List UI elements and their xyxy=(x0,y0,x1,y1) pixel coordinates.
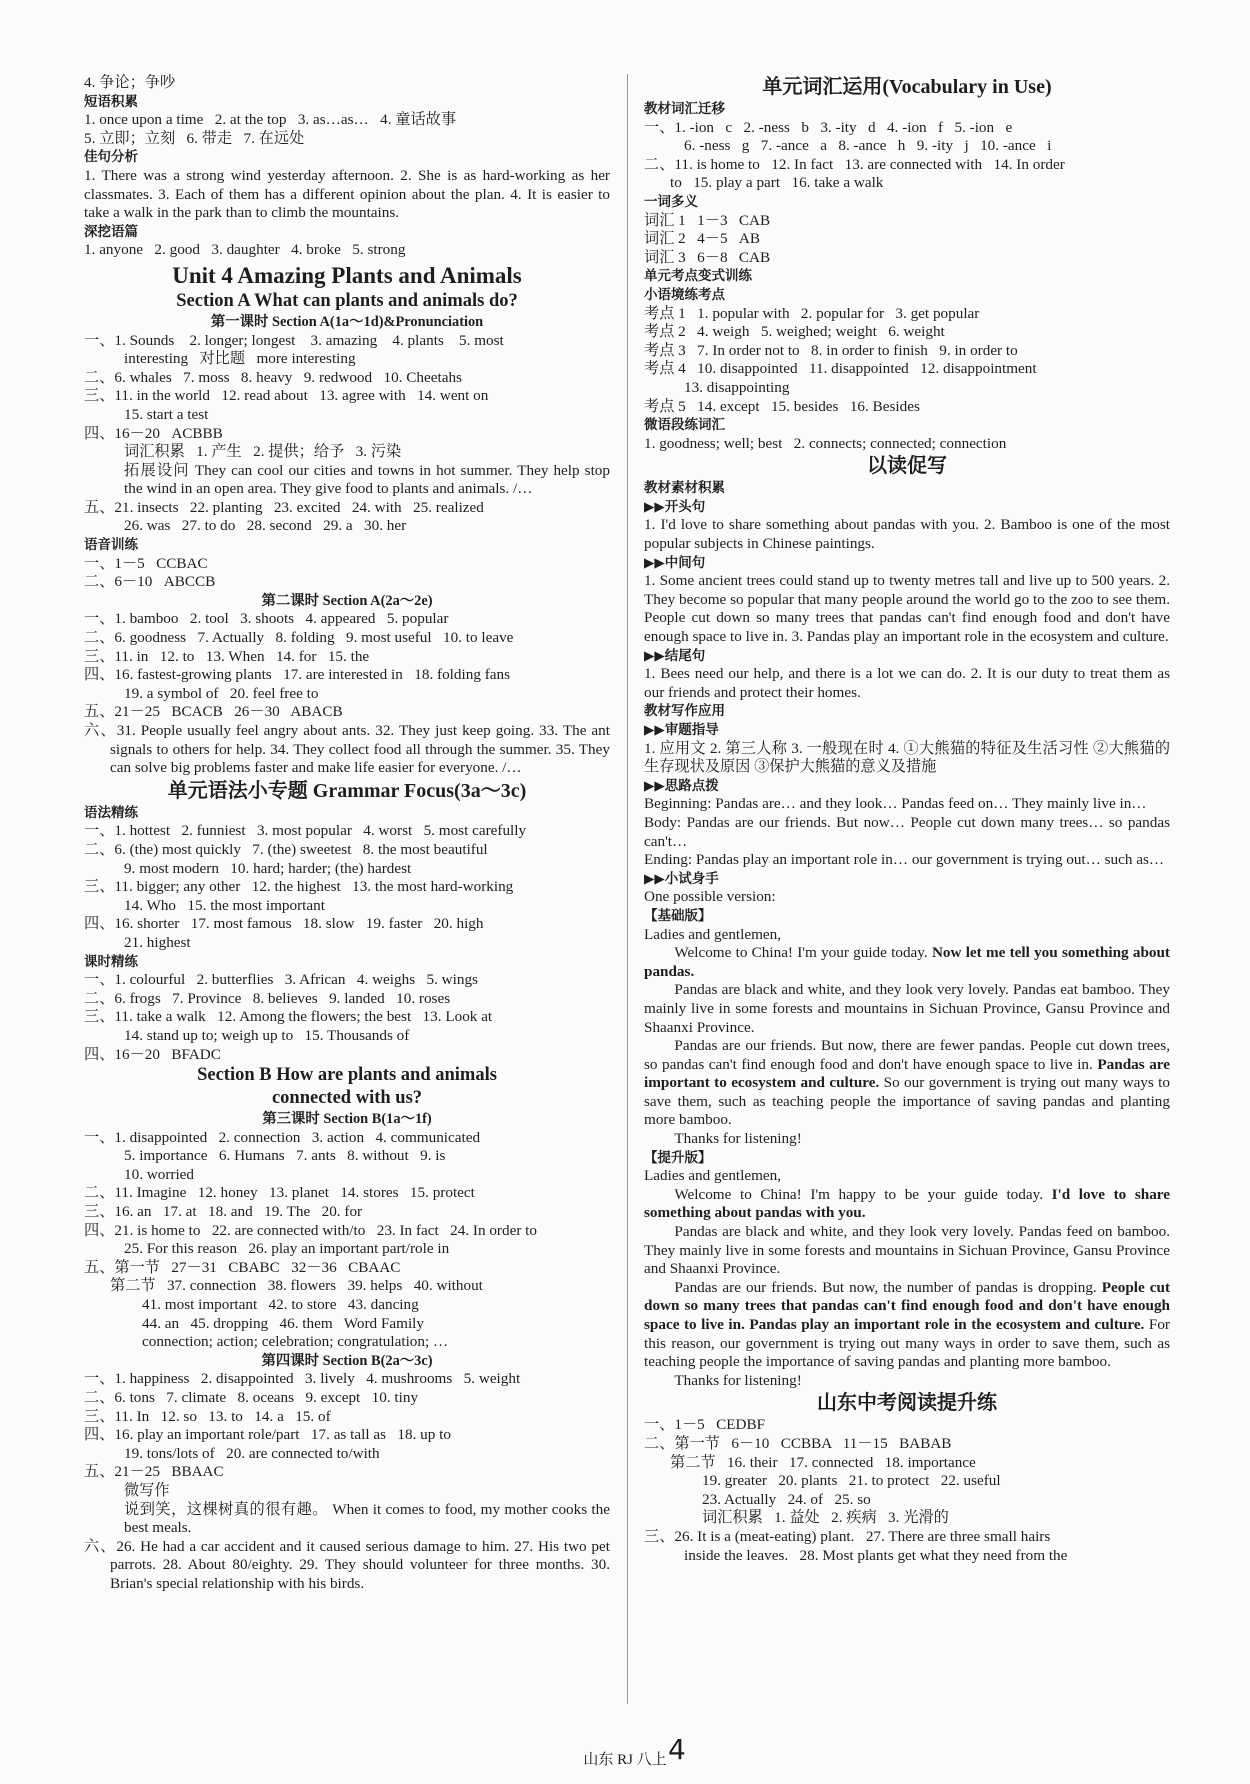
section-label: 【基础版】 xyxy=(644,907,712,924)
answer-line: 四、16. fastest-growing plants 17. are interested in 18. folding fans xyxy=(84,666,511,684)
answer-line: 三、11. bigger; any other 12. the highest 13. the most hard-working xyxy=(84,878,514,896)
answer-line: Ladies and gentlemen, xyxy=(644,1167,782,1185)
section-label: ▶▶思路点拨 xyxy=(644,777,719,794)
answer-line: 三、16. an 17. at 18. and 19. The 20. for xyxy=(84,1203,363,1221)
lesson-title: 第三课时 Section B(1a～1f) xyxy=(262,1111,432,1128)
column-divider xyxy=(627,74,628,1704)
answer-line: 13. disappointing xyxy=(684,378,790,396)
answer-line: 考点 4 10. disappointed 11. disappointed 12. disappointment xyxy=(644,360,1037,378)
section-label: 语音训练 xyxy=(84,537,138,554)
text-block: 拓展设问 They can cool our cities and towns in hot summer. They help stop the wind in an open area. They give food to plants and animals. /… xyxy=(124,461,610,498)
highlighted-sentence: Pandas are important to ecosystem and culture. xyxy=(644,1055,1170,1092)
text-block: 说到笑，这棵树真的很有趣。 When it comes to food, my mother cooks the best meals. xyxy=(124,1500,610,1537)
section-label: 语法精练 xyxy=(84,804,138,821)
answer-line: 考点 3 7. In order not to 8. in order to finish 9. in order to xyxy=(644,341,1018,359)
paragraph: Pandas are black and white, and they look very lovely. Pandas feed on bamboo. They mainly live in some forests and mountains in Sichuan Province, Gansu Province and Shaanxi Province. xyxy=(644,1223,1170,1278)
answer-line: 9. most modern 10. hard; harder; (the) hardest xyxy=(124,859,412,877)
text-block: 六、31. People usually feel angry about ants. 32. They just keep going. 33. The ant signals to others for help. 34. They collect food all through the summer. 35. They can solve big problems faster and make life easier for everyone. /… xyxy=(84,722,610,777)
answer-line: 15. start a test xyxy=(124,405,209,423)
answer-line: 四、16. play an important role/part 17. as tall as 18. up to xyxy=(84,1426,451,1444)
right-column xyxy=(644,74,1170,1565)
answer-line: 23. Actually 24. of 25. so xyxy=(702,1490,871,1508)
footer-label: 山东 RJ 八上 xyxy=(583,1752,667,1768)
answer-line: 考点 2 4. weigh 5. weighed; weight 6. weight xyxy=(644,323,945,341)
answer-line: 10. worried xyxy=(124,1165,195,1183)
answer-line: 一、1－5 CCBAC xyxy=(84,554,208,572)
answer-line: 14. stand up to; weigh up to 15. Thousands of xyxy=(124,1026,410,1044)
answer-line: 二、6. goodness 7. Actually 8. folding 9. most useful 10. to leave xyxy=(84,629,514,647)
highlighted-sentence: I'd love to share something about pandas with you. xyxy=(644,1185,1170,1222)
answer-line: Ladies and gentlemen, xyxy=(644,925,782,943)
answer-line: 考点 5 14. except 15. besides 16. Besides xyxy=(644,397,920,415)
answer-line: 14. Who 15. the most important xyxy=(124,896,325,914)
answer-line: 词汇 1 1－3 CAB xyxy=(644,211,771,229)
text-run: Welcome to China! I'm happy to be your guide today. xyxy=(674,1185,1052,1203)
answer-line: 词汇积累 1. 产生 2. 提供；给予 3. 污染 xyxy=(124,443,402,461)
section-title: Section A What can plants and animals do? xyxy=(176,290,518,311)
answer-line: 6. -ness g 7. -ance a 8. -ance h 9. -ity j 10. -ance i xyxy=(684,137,1052,155)
answer-line: 二、第一节 6－10 CCBBA 11－15 BABAB xyxy=(644,1434,952,1452)
topic-heading: 山东中考阅读提升练 xyxy=(817,1392,997,1415)
section-label: 教材素材积累 xyxy=(644,480,725,497)
text-run: For this reason, our government is trying out many ways in order to save them, such as teaching people the importance of saving pandas and planting more bamboo. xyxy=(644,1316,1170,1371)
section-label: 教材词汇迁移 xyxy=(644,101,725,117)
text-block: 1. 应用文 2. 第三人称 3. 一般现在时 4. ①大熊猫的特征及生活习性 ②大熊猫的生存现状及原因 ③保护大熊猫的意义及措施 xyxy=(644,739,1170,776)
answer-line: 一、1. disappointed 2. connection 3. action 4. communicated xyxy=(84,1128,481,1146)
section-title: Section B How are plants and animals xyxy=(197,1065,497,1086)
answer-line: 五、第一节 27－31 CBABC 32－36 CBAAC xyxy=(84,1258,401,1276)
paragraph xyxy=(644,1037,1170,1130)
answer-line: 一、1. Sounds 2. longer; longest 3. amazing 4. plants 5. most xyxy=(84,331,504,349)
paragraph xyxy=(644,1279,1170,1372)
answer-line: 考点 1 1. popular with 2. popular for 3. get popular xyxy=(644,304,980,322)
lesson-title: 第二课时 Section A(2a～2e) xyxy=(261,592,433,609)
paragraph xyxy=(644,1186,1170,1223)
answer-line: 三、11. In 12. so 13. to 14. a 15. of xyxy=(84,1407,331,1425)
answer-line: 25. For this reason 26. play an important part/role in xyxy=(124,1240,450,1258)
answer-line: 三、11. take a walk 12. Among the flowers; the best 13. Look at xyxy=(84,1008,493,1026)
section-label: 课时精练 xyxy=(84,953,138,970)
section-title: connected with us? xyxy=(271,1088,423,1109)
topic-heading: 以读促写 xyxy=(867,455,947,478)
answer-line: 44. an 45. dropping 46. them Word Family xyxy=(142,1314,424,1332)
answer-line: 19. tons/lots of 20. are connected to/with xyxy=(124,1444,380,1462)
answer-line: 5. importance 6. Humans 7. ants 8. without 9. is xyxy=(124,1147,446,1165)
answer-line: to 15. play a part 16. take a walk xyxy=(670,174,884,192)
answer-line: 4. 争论；争吵 xyxy=(84,74,176,91)
answer-line: 第二节 16. their 17. connected 18. importance xyxy=(670,1453,976,1471)
answer-line: 四、16. shorter 17. most famous 18. slow 19. faster 20. high xyxy=(84,915,484,933)
paragraph: Thanks for listening! xyxy=(674,1130,802,1148)
answer-line: 第二节 37. connection 38. flowers 39. helps 40. without xyxy=(110,1277,483,1295)
answer-line: 微写作 xyxy=(124,1481,170,1499)
text-run: So our government is trying out many ways to save them, such as teaching people the importance of saving pandas and planting more bamboo. xyxy=(644,1074,1170,1129)
answer-line: 1. anyone 2. good 3. daughter 4. broke 5. strong xyxy=(84,241,406,259)
answer-line: 三、11. in 12. to 13. When 14. for 15. the xyxy=(84,647,370,665)
text-run: Pandas are our friends. But now, there are fewer pandas. People cut down trees, so pandas can't find enough food and don't have enough space to live in. xyxy=(644,1037,1170,1073)
text-block: 1. Bees need our help, and there is a lot we can do. 2. It is our duty to treat them as our friends and protect their homes. xyxy=(644,665,1170,701)
page-number: 4 xyxy=(668,1733,686,1766)
answer-line: 41. most important 42. to store 43. dancing xyxy=(142,1296,419,1314)
answer-line: interesting 对比题 more interesting xyxy=(124,350,356,368)
highlighted-sentence: Now let me tell you something about pandas. xyxy=(644,944,1170,980)
answer-line: 二、6. frogs 7. Province 8. believes 9. landed 10. roses xyxy=(84,989,451,1007)
answer-line: 一、1. -ion c 2. -ness b 3. -ity d 4. -ion f 5. -ion e xyxy=(644,118,1013,136)
text-block: 1. There was a strong wind yesterday afternoon. 2. She is as hard-working as her classmates. 3. Each of them has a different opinion about the plan. 4. It is easier to take a walk in the park than to climb the mountains. xyxy=(84,166,610,222)
text-block: 六、26. He had a car accident and it caused serious damage to him. 27. His two pet parrots. 28. About 80/eighty. 29. They should volunteer for three months. 30. Brian's special relationship with his birds. xyxy=(84,1537,610,1592)
answer-line: 一、1. colourful 2. butterflies 3. African 4. weighs 5. wings xyxy=(84,971,478,989)
section-label: 短语积累 xyxy=(84,93,138,110)
section-label: 微语段练词汇 xyxy=(644,417,725,434)
answer-line: 五、21－25 BCACB 26－30 ABACB xyxy=(84,703,343,721)
answer-line: 19. a symbol of 20. feel free to xyxy=(124,684,319,702)
answer-line: 三、26. It is a (meat-eating) plant. 27. There are three small hairs xyxy=(644,1527,1051,1545)
section-label: ▶▶审题指导 xyxy=(644,722,719,738)
answer-line: One possible version: xyxy=(644,888,776,906)
topic-heading: 单元语法小专题 Grammar Focus(3a～3c) xyxy=(167,779,527,802)
text-block: Ending: Pandas play an important role in… our government is trying out… such as… xyxy=(644,851,1165,869)
text-run: Welcome to China! I'm your guide today. xyxy=(674,944,932,962)
answer-line: 词汇 2 4－5 AB xyxy=(644,230,761,248)
paragraph xyxy=(644,944,1170,981)
answer-line: 一、1. bamboo 2. tool 3. shoots 4. appeared 5. popular xyxy=(84,610,449,628)
answer-line: 1. goodness; well; best 2. connects; connected; connection xyxy=(644,434,1007,452)
answer-line: 一、1. happiness 2. disappointed 3. lively 4. mushrooms 5. weight xyxy=(84,1370,521,1388)
answer-line: 二、6. (the) most quickly 7. (the) sweetest 8. the most beautiful xyxy=(84,840,488,858)
section-label: ▶▶结尾句 xyxy=(644,647,706,664)
section-label: 【提升版】 xyxy=(644,1149,712,1166)
answer-line: 19. greater 20. plants 21. to protect 22. useful xyxy=(702,1472,1001,1490)
answer-line: 26. was 27. to do 28. second 29. a 30. her xyxy=(124,517,407,535)
text-run: Pandas are our friends. But now, the number of pandas is dropping. xyxy=(674,1278,1102,1296)
answer-line: 四、16－20 BFADC xyxy=(84,1045,221,1063)
paragraph: Pandas are black and white, and they look very lovely. Pandas eat bamboo. They mainly live in some forests and mountains in Sichuan Province, Gansu Province and Shaanxi Province. xyxy=(644,981,1170,1036)
answer-line: 二、6. tons 7. climate 8. oceans 9. except 10. tiny xyxy=(84,1389,419,1406)
answer-line: 二、6－10 ABCCB xyxy=(84,573,216,591)
lesson-title: 第一课时 Section A(1a～1d)&Pronunciation xyxy=(210,313,484,330)
section-label: ▶▶中间句 xyxy=(644,554,706,571)
answer-line: inside the leaves. 28. Most plants get what they need from the xyxy=(684,1546,1068,1564)
text-block: 1. Some ancient trees could stand up to twenty metres tall and live up to 500 years. 2. They become so popular that many people around the world go to the zoo to see them. People cut down so many trees that pandas can't find enough food and don't have enough space to live in. 3. Pandas play an important role in the ecosystem and culture. xyxy=(644,572,1170,646)
answer-line: 二、11. Imagine 12. honey 13. planet 14. stores 15. protect xyxy=(84,1184,475,1202)
answer-line: 二、6. whales 7. moss 8. heavy 9. redwood 10. Cheetahs xyxy=(84,368,462,386)
section-label: 佳句分析 xyxy=(84,149,138,166)
highlighted-sentence: People cut down so many trees that pandas can't find enough food and don't have enough space to live in. Pandas play an important role in the ecosystem and culture. xyxy=(644,1278,1171,1333)
topic-heading: 单元词汇运用(Vocabulary in Use) xyxy=(762,76,1052,98)
answer-line: 二、11. is home to 12. In fact 13. are connected with 14. In order xyxy=(644,155,1065,173)
lesson-title: 第四课时 Section B(2a～3c) xyxy=(261,1352,433,1369)
answer-line: 5. 立即；立刻 6. 带走 7. 在远处 xyxy=(84,129,305,147)
unit-title: Unit 4 Amazing Plants and Animals xyxy=(172,262,522,288)
answer-line: 五、21－25 BBAAC xyxy=(84,1463,224,1481)
text-block: 1. I'd love to share something about pandas with you. 2. Bamboo is one of the most popular subjects in Chinese paintings. xyxy=(644,516,1170,553)
section-label: 小语境练考点 xyxy=(644,286,725,303)
answer-line: 词汇 3 6－8 CAB xyxy=(644,248,771,266)
section-label: 深挖语篇 xyxy=(84,223,138,240)
answer-line: 四、16－20 ACBBB xyxy=(84,424,223,442)
section-label: 一词多义 xyxy=(644,193,698,210)
answer-line: 21. highest xyxy=(124,933,191,951)
answer-line: 四、21. is home to 22. are connected with/to 23. In fact 24. In order to xyxy=(84,1221,537,1239)
section-label: ▶▶开头句 xyxy=(644,498,706,515)
answer-line: 一、1－5 CEDBF xyxy=(644,1416,766,1434)
section-label: 单元考点变式训练 xyxy=(644,268,752,285)
text-block: Body: Pandas are our friends. But now… People cut down many trees… so pandas can't… xyxy=(644,813,1170,850)
answer-line: 词汇积累 1. 益处 2. 疾病 3. 光滑的 xyxy=(702,1509,949,1527)
answer-line: connection; action; celebration; congratulation; … xyxy=(142,1333,449,1351)
answer-line: 五、21. insects 22. planting 23. excited 24. with 25. realized xyxy=(84,498,484,516)
answer-line: 三、11. in the world 12. read about 13. agree with 14. went on xyxy=(84,387,489,405)
answer-line: 1. once upon a time 2. at the top 3. as…as… 4. 童话故事 xyxy=(84,111,457,129)
answer-line: 一、1. hottest 2. funniest 3. most popular 4. worst 5. most carefully xyxy=(84,822,527,840)
section-label: 教材写作应用 xyxy=(644,703,725,720)
paragraph: Thanks for listening! xyxy=(674,1371,802,1389)
section-label: ▶▶小试身手 xyxy=(644,870,719,887)
text-block: Beginning: Pandas are… and they look… Pandas feed on… They mainly live in… xyxy=(644,795,1147,813)
left-column xyxy=(84,74,610,1594)
